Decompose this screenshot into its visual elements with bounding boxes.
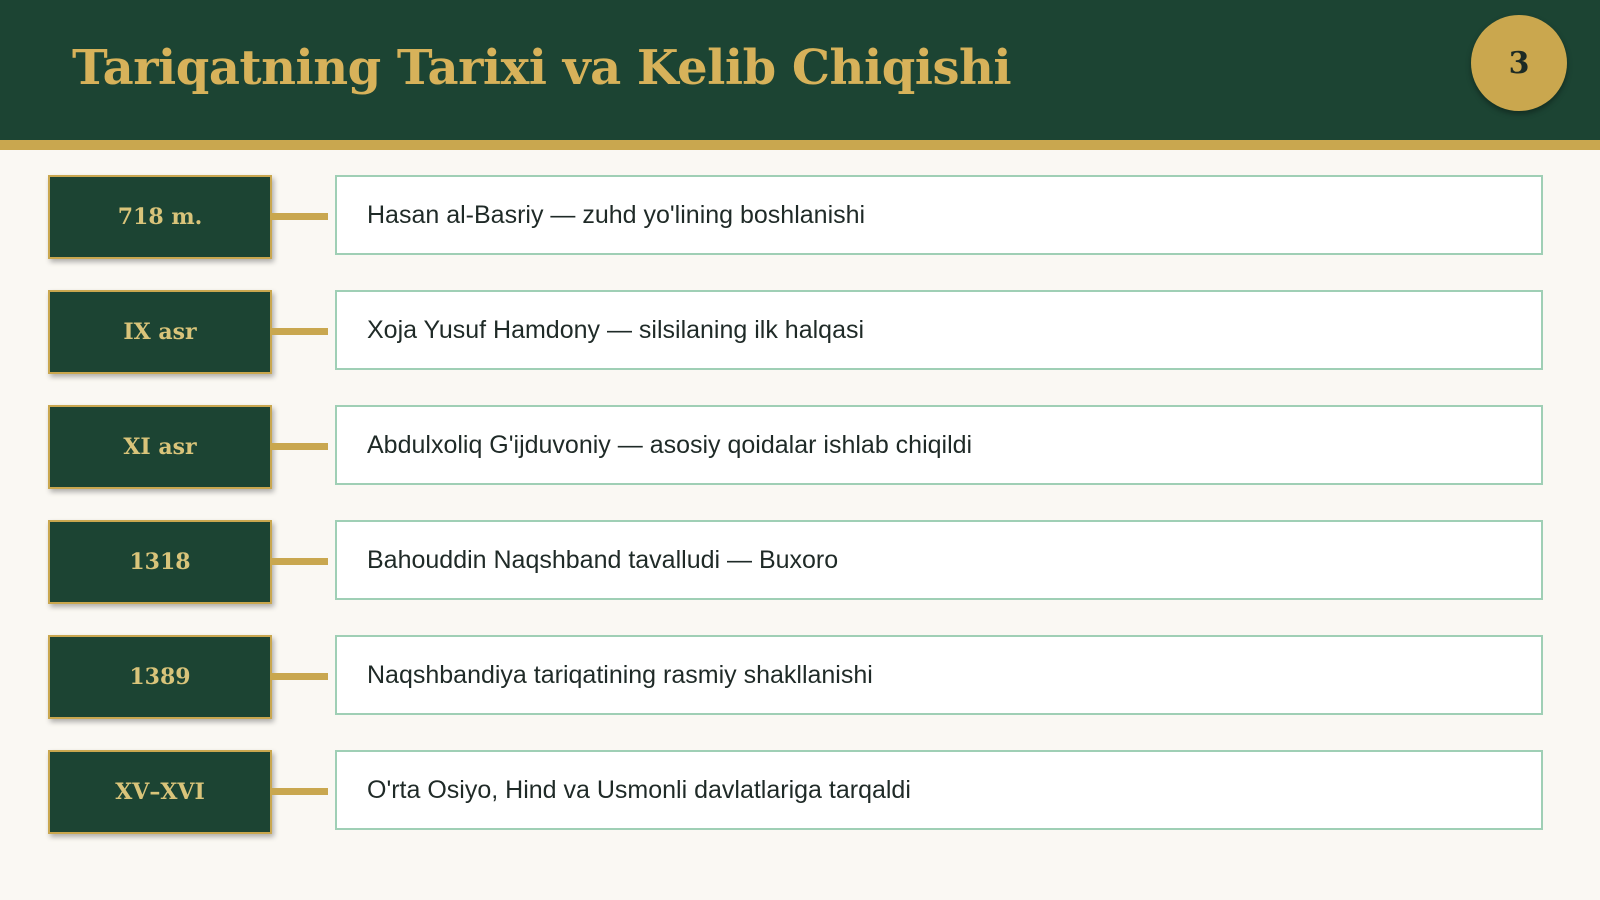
timeline-event: Xoja Yusuf Hamdony — silsilaning ilk halqasi (335, 290, 1543, 370)
timeline-event: Hasan al-Basriy — zuhd yo'lining boshlanishi (335, 175, 1543, 255)
timeline-date: XI asr (48, 405, 272, 489)
timeline-connector (272, 558, 328, 565)
timeline-date: IX asr (48, 290, 272, 374)
timeline-connector (272, 788, 328, 795)
header-divider (0, 140, 1600, 150)
timeline-event: Bahouddin Naqshband tavalludi — Buxoro (335, 520, 1543, 600)
timeline-row (0, 290, 1600, 374)
timeline-row (0, 635, 1600, 719)
timeline-row (0, 175, 1600, 259)
timeline-date: 1389 (48, 635, 272, 719)
timeline-date: XV–XVI (48, 750, 272, 834)
timeline-row (0, 405, 1600, 489)
slide-header (0, 0, 1600, 140)
timeline-connector (272, 328, 328, 335)
timeline-event: O'rta Osiyo, Hind va Usmonli davlatlariga tarqaldi (335, 750, 1543, 830)
timeline-row (0, 520, 1600, 604)
timeline-event: Abdulxoliq G'ijduvoniy — asosiy qoidalar ishlab chiqildi (335, 405, 1543, 485)
timeline-event: Naqshbandiya tariqatining rasmiy shakllanishi (335, 635, 1543, 715)
page-number-badge: 3 (1471, 15, 1567, 111)
timeline-connector (272, 673, 328, 680)
timeline-row (0, 750, 1600, 834)
timeline-connector (272, 213, 328, 220)
timeline-connector (272, 443, 328, 450)
timeline-date: 1318 (48, 520, 272, 604)
timeline-date: 718 m. (48, 175, 272, 259)
slide-title: Tariqatning Tarixi va Kelib Chiqishi (72, 40, 1012, 96)
